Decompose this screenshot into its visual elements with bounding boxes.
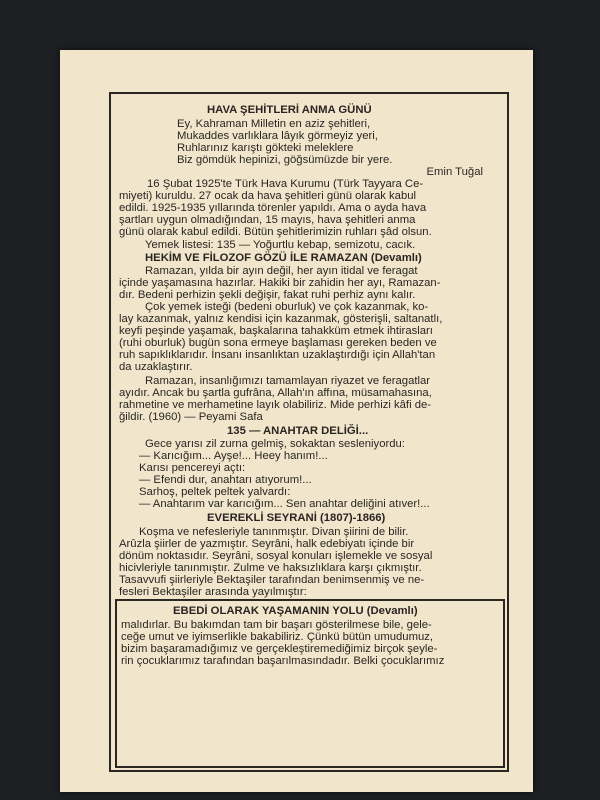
menu-line: Yemek listesi: 135 — Yoğurtlu kebap, semizotu, cacık. bbox=[145, 239, 416, 251]
paragraph-line: Arûzla şiirler de yazmıştır. Seyrâni, halk edebiyatı içinde bir bbox=[119, 538, 415, 550]
paragraph-line: ceğe umut ve iyimserlikle bakabiliriz. Çünkü bütün umudumuz, bbox=[121, 631, 434, 643]
page-frame bbox=[109, 92, 509, 772]
paragraph-line: Karısı pencereyi açtı: bbox=[139, 462, 246, 474]
paragraph-line: rahmetine ve merhametine layık olabiliriz. Mide perhizi kâfi de- bbox=[119, 399, 432, 411]
paragraph-line: keyfi peşinde yaşamak, başkalarına tahakküm etmek ihtirasları bbox=[119, 325, 433, 337]
section-heading-eternal-life: EBEDİ OLARAK YAŞAMANIN YOLU (Devamlı) bbox=[173, 605, 418, 617]
paragraph-line: da uzaklaştırır. bbox=[119, 361, 193, 373]
paragraph-line: (ruhi oburluk) bugün sona ermeye başlaması gereken beden ve bbox=[119, 337, 437, 349]
section-heading-air-martyrs: HAVA ŞEHİTLERİ ANMA GÜNÜ bbox=[207, 104, 372, 116]
poem-line: Mukaddes varlıklara lâyık görmeyiz yeri, bbox=[177, 130, 378, 142]
paragraph-line: 16 Şubat 1925'te Türk Hava Kurumu (Türk Tayyara Ce- bbox=[147, 178, 424, 190]
poem-author: Emin Tuğal bbox=[426, 166, 483, 178]
paragraph-line: Ramazan, insanlığımızı tamamlayan riyazet ve feragatlar bbox=[145, 375, 431, 387]
section-heading-seyrani: EVEREKLİ SEYRANİ (1807)-1866) bbox=[207, 512, 386, 524]
paragraph-line: Ramazan, yılda bir ayın değil, her ayın itidal ve feragat bbox=[145, 265, 418, 277]
poem-line: Biz gömdük hepinizi, göğsümüzde bir yere. bbox=[177, 154, 393, 166]
paragraph-line: hicivleriyle tanınmıştır. Zulme ve haksızlıklara karşı çıkmıştır. bbox=[119, 562, 422, 574]
paragraph-line: ayıdır. Ancak bu şartla gufrâna, Allah'ın affına, müsamahasına, bbox=[119, 387, 432, 399]
paragraph-line: Sarhoş, peltek peltek yalvardı: bbox=[139, 486, 291, 498]
paragraph-line: malıdırlar. Bu bakımdan tam bir başarı gösterilmese bile, gele- bbox=[121, 619, 432, 631]
continued-essay-box bbox=[115, 599, 505, 768]
paragraph-line: günü olarak kabul edildi. Bütün şehitlerimizin ruhları şâd olsun. bbox=[119, 226, 432, 238]
paragraph-line: edildi. 1925-1935 yıllarında törenler yapıldı. Ama o ayda hava bbox=[119, 202, 427, 214]
section-heading-keyhole: 135 — ANAHTAR DELİĞİ... bbox=[227, 425, 369, 437]
paragraph-line: içinde yaşamasına hazırlar. Hakiki bir zahidin her ayı, Ramazan- bbox=[119, 277, 441, 289]
paragraph-line: Koşma ve nefesleriyle tanınmıştır. Divan şiirini de bilir. bbox=[139, 526, 409, 538]
paragraph-line: Gece yarısı zil zurna gelmiş, sokaktan sesleniyordu: bbox=[145, 438, 405, 450]
paragraph-line: fesleri Bektaşiler arasında yayılmıştır: bbox=[119, 586, 307, 598]
dialogue-line: — Efendi dur, anahtarı atıyorum!... bbox=[139, 474, 312, 486]
poem-line: Ruhlarınız karıştı gökteki meleklere bbox=[177, 142, 354, 154]
paragraph-line: bizim başaramadığımız ve gerçekleştiremediğimiz birçok şeyle- bbox=[121, 643, 438, 655]
paragraph-line: ğildir. (1960) — Peyami Safa bbox=[119, 411, 263, 423]
section-heading-ramadan: HEKİM VE FİLOZOF GÖZÜ İLE RAMAZAN (Devamlı) bbox=[145, 252, 422, 264]
dialogue-line: — Karıcığım... Ayşe!... Heey hanım!... bbox=[139, 450, 328, 462]
paragraph-line: miyeti) kuruldu. 27 ocak da hava şehitleri günü olarak kabul bbox=[119, 190, 417, 202]
paragraph-line: rin çocuklarımız tarafından başarılmasındadır. Belki çocuklarımız bbox=[121, 655, 445, 667]
paragraph-line: lay kazanmak, yalnız kendisi için kazanmak, gösterişli, saltanatlı, bbox=[119, 313, 443, 325]
poem-line: Ey, Kahraman Milletin en aziz şehitleri, bbox=[177, 118, 371, 130]
paragraph-line: Çok yemek isteği (bedeni oburluk) ve çok kazanmak, ko- bbox=[145, 301, 429, 313]
almanac-page bbox=[60, 50, 533, 792]
paragraph-line: dır. Bedeni perhizin şekli değişir, fakat ruhi perhiz aynı kalır. bbox=[119, 289, 416, 301]
paragraph-line: şartları uygun olmadığından, 15 mayıs, hava şehitleri anma bbox=[119, 214, 416, 226]
paragraph-line: ruh sapıklıklarıdır. İnsanı insanlıktan uzaklaştırdığı için Allah'tan bbox=[119, 349, 436, 361]
paragraph-line: Tasavvufi şiirleriyle Bektaşiler tarafından benimsenmiş ve ne- bbox=[119, 574, 425, 586]
paragraph-line: dönüm noktasıdır. Seyrâni, sosyal konuları işlemekle ve sosyal bbox=[119, 550, 433, 562]
dialogue-line: — Anahtarım var karıcığım... Sen anahtar deliğini atıver!... bbox=[139, 498, 430, 510]
